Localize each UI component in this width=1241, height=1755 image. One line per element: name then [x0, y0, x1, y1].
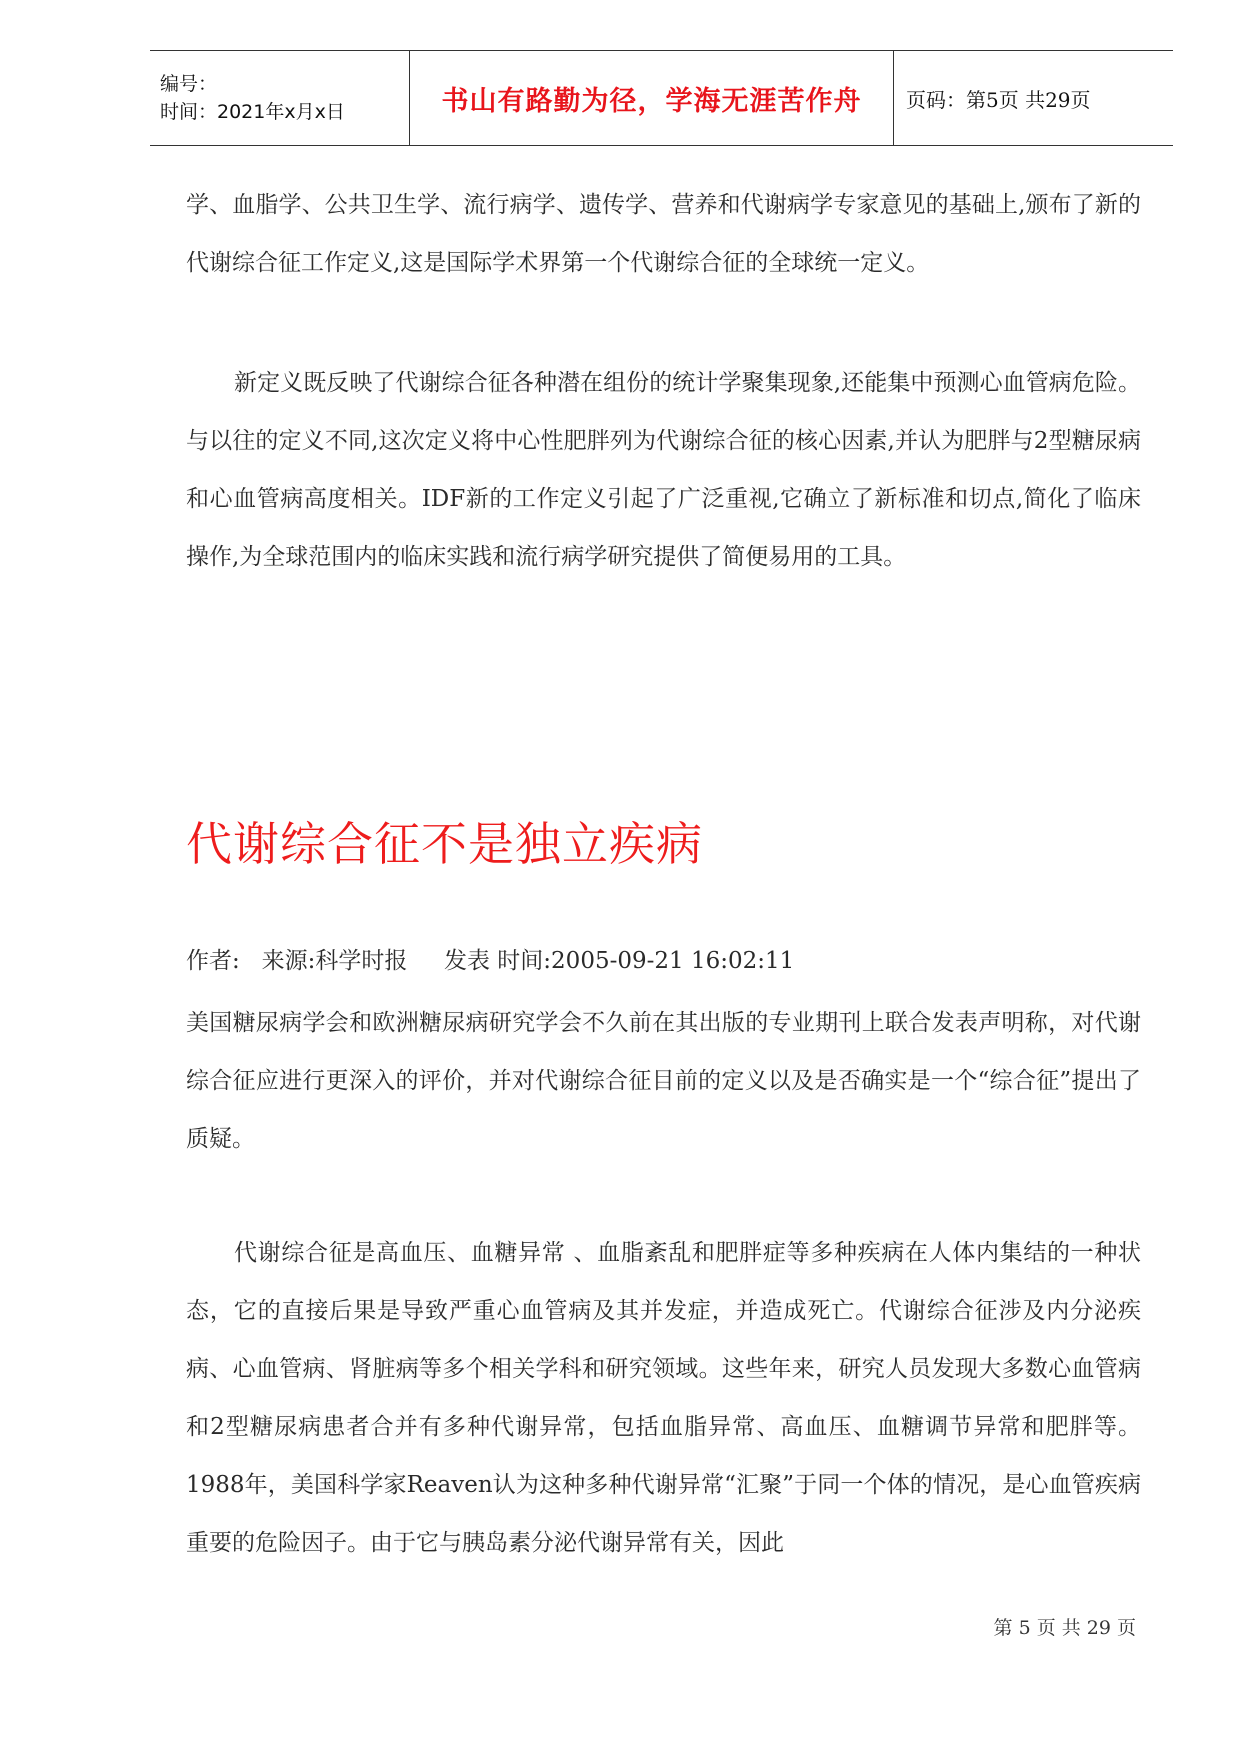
header-motto: 书山有路勤为径，学海无涯苦作舟 [441, 85, 862, 117]
continued-text-block [186, 176, 1141, 292]
header-page-cell [894, 51, 1173, 145]
article-body-block [186, 1224, 1141, 1572]
definition-text-block [186, 354, 1141, 586]
article-intro-block [186, 994, 1141, 1168]
paragraph: 代谢综合征是高血压、血糖异常 、血脂紊乱和肥胖症等多种疾病在人体内集结的一种状态，它的直接后果是导致严重心血管病及其并发症，并造成死亡。代谢综合征涉及内分泌疾病、心血管病、肾脏病等多个相关学科和研究领域。这些年来，研究人员发现大多数心血管病和2型糖尿病患者合并有多种代谢异常，包括血脂异常、高血压、血糖调节异常和肥胖等。1988年，美国科学家Reaven认为这种多种代谢异常“汇聚”于同一个体的情况，是心血管疾病重要的危险因子。由于它与胰岛素分泌代谢异常有关，因此 [186, 1240, 1141, 1556]
paragraph: 学、血脂学、公共卫生学、流行病学、遗传学、营养和代谢病学专家意见的基础上,颁布了新的代谢综合征工作定义,这是国际学术界第一个代谢综合征的全球统一定义。 [186, 192, 1141, 276]
document-header [150, 50, 1173, 146]
page-footer: 第 5 页 共 29 页 [993, 1617, 1136, 1639]
header-page-number: 页码：第5页 共29页 [906, 87, 1091, 112]
header-motto-cell [410, 51, 894, 145]
document-time-label: 时间：2021年x月x日 [160, 101, 345, 123]
article-meta: 作者: 来源:科学时报 发表 时间:2005-09-21 16:02:11 [186, 948, 795, 974]
header-info-cell [150, 51, 410, 145]
paragraph: 新定义既反映了代谢综合征各种潜在组份的统计学聚集现象,还能集中预测心血管病危险。与以往的定义不同,这次定义将中心性肥胖列为代谢综合征的核心因素,并认为肥胖与2型糖尿病和心血管病高度相关。IDF新的工作定义引起了广泛重视,它确立了新标准和切点,简化了临床操作,为全球范围内的临床实践和流行病学研究提供了简便易用的工具。 [186, 370, 1141, 570]
document-number-label: 编号： [160, 73, 218, 95]
paragraph: 美国糖尿病学会和欧洲糖尿病研究学会不久前在其出版的专业期刊上联合发表声明称，对代谢综合征应进行更深入的评价，并对代谢综合征目前的定义以及是否确实是一个“综合征”提出了质疑。 [186, 1010, 1141, 1152]
article-title: 代谢综合征不是独立疾病 [186, 817, 703, 871]
